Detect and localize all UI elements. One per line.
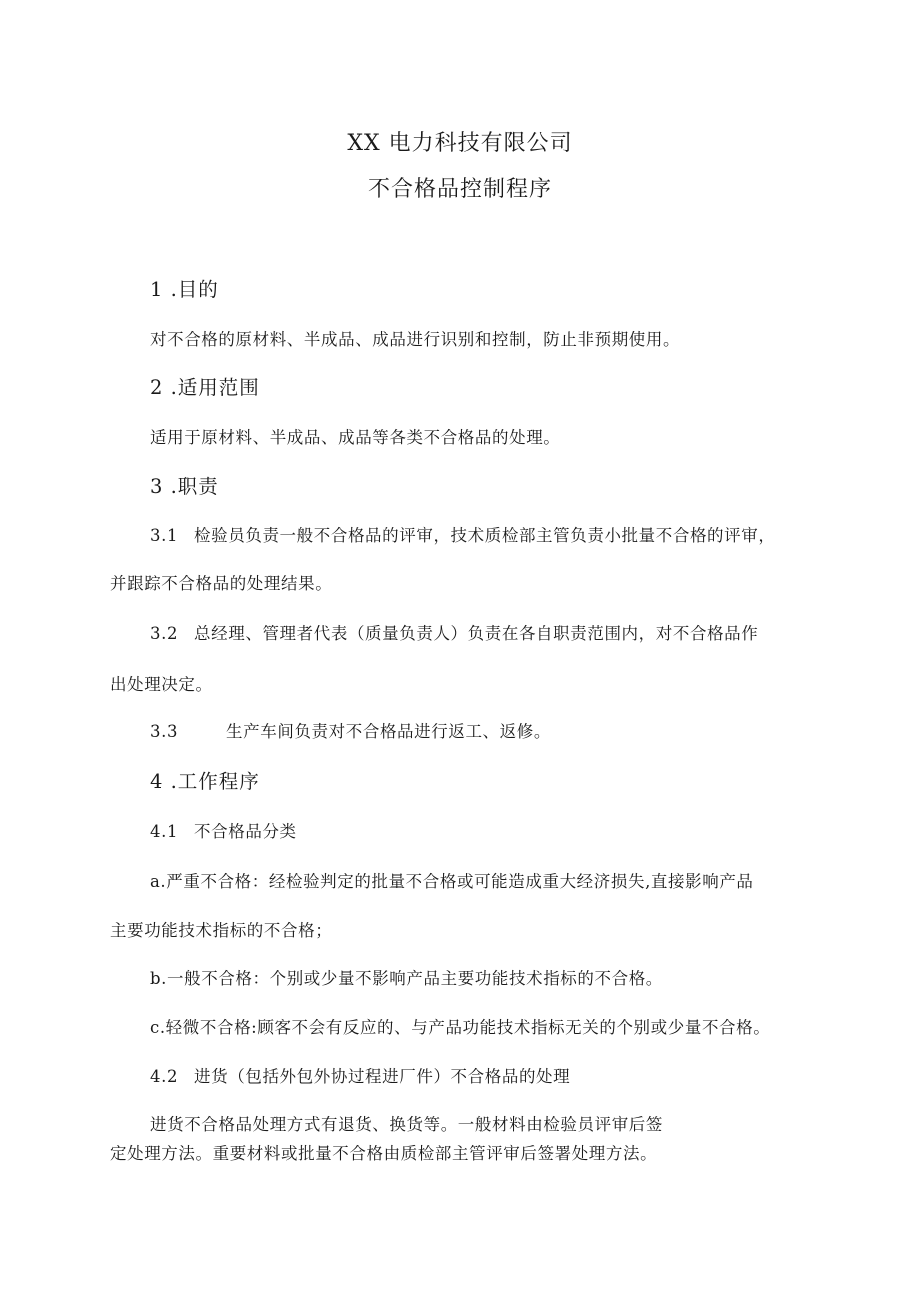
- item-3-2-line-1: [150, 620, 758, 644]
- section-2-text: 适用于原材料、半成品、成品等各类不合格品的处理。: [150, 428, 561, 447]
- item-3-3: [150, 718, 551, 742]
- section-2-heading: 2 .适用范围: [150, 376, 260, 399]
- company-name: XX 电力科技有限公司: [347, 131, 573, 156]
- item-a-line-2: 主要功能技术指标的不合格；: [110, 921, 333, 940]
- paragraph-line-2: 定处理方法。重要材料或批量不合格由质检部主管评审后签署处理方法。: [110, 1144, 658, 1163]
- item-3-3-number: 3.3: [150, 722, 179, 741]
- item-3-1-number: 3.1: [150, 526, 179, 545]
- item-4-1-number: 4.1: [150, 822, 179, 841]
- item-3-2-number: 3.2: [150, 624, 179, 643]
- item-3-2-text: 总经理、管理者代表（质量负责人）负责在各自职责范围内，对不合格品作: [194, 624, 759, 643]
- item-3-1-line-2: 并跟踪不合格品的处理结果。: [110, 574, 333, 593]
- paragraph-line-1: 进货不合格品处理方式有退货、换货等。一般材料由检验员评审后签: [150, 1115, 663, 1134]
- item-3-2-line-2: 出处理决定。: [110, 675, 213, 694]
- item-a-line-1: a.严重不合格：经检验判定的批量不合格或可能造成重大经济损失,直接影响产品: [150, 872, 754, 891]
- item-4-1-text: 不合格品分类: [194, 822, 297, 841]
- item-3-3-text: 生产车间负责对不合格品进行返工、返修。: [226, 722, 551, 741]
- item-4-1: [150, 818, 297, 842]
- section-3-heading: 3 .职责: [150, 475, 219, 498]
- document-title: 不合格品控制程序: [367, 177, 552, 202]
- item-b-line: b.一般不合格：个别或少量不影响产品主要功能技术指标的不合格。: [150, 969, 663, 988]
- item-4-2-number: 4.2: [150, 1067, 179, 1086]
- item-4-2-text: 进货（包括外包外协过程进厂件）不合格品的处理: [194, 1067, 571, 1086]
- item-3-1-text: 检验员负责一般不合格品的评审，技术质检部主管负责小批量不合格的评审，: [194, 526, 776, 545]
- item-4-2: [150, 1063, 570, 1087]
- section-4-heading: 4 .工作程序: [150, 770, 260, 793]
- item-3-1-line-1: [150, 522, 775, 546]
- section-1-text: 对不合格的原材料、半成品、成品进行识别和控制，防止非预期使用。: [150, 330, 681, 349]
- section-1-heading: 1 .目的: [150, 278, 219, 301]
- item-c-line: c.轻微不合格:顾客不会有反应的、与产品功能技术指标无关的个别或少量不合格。: [150, 1018, 771, 1037]
